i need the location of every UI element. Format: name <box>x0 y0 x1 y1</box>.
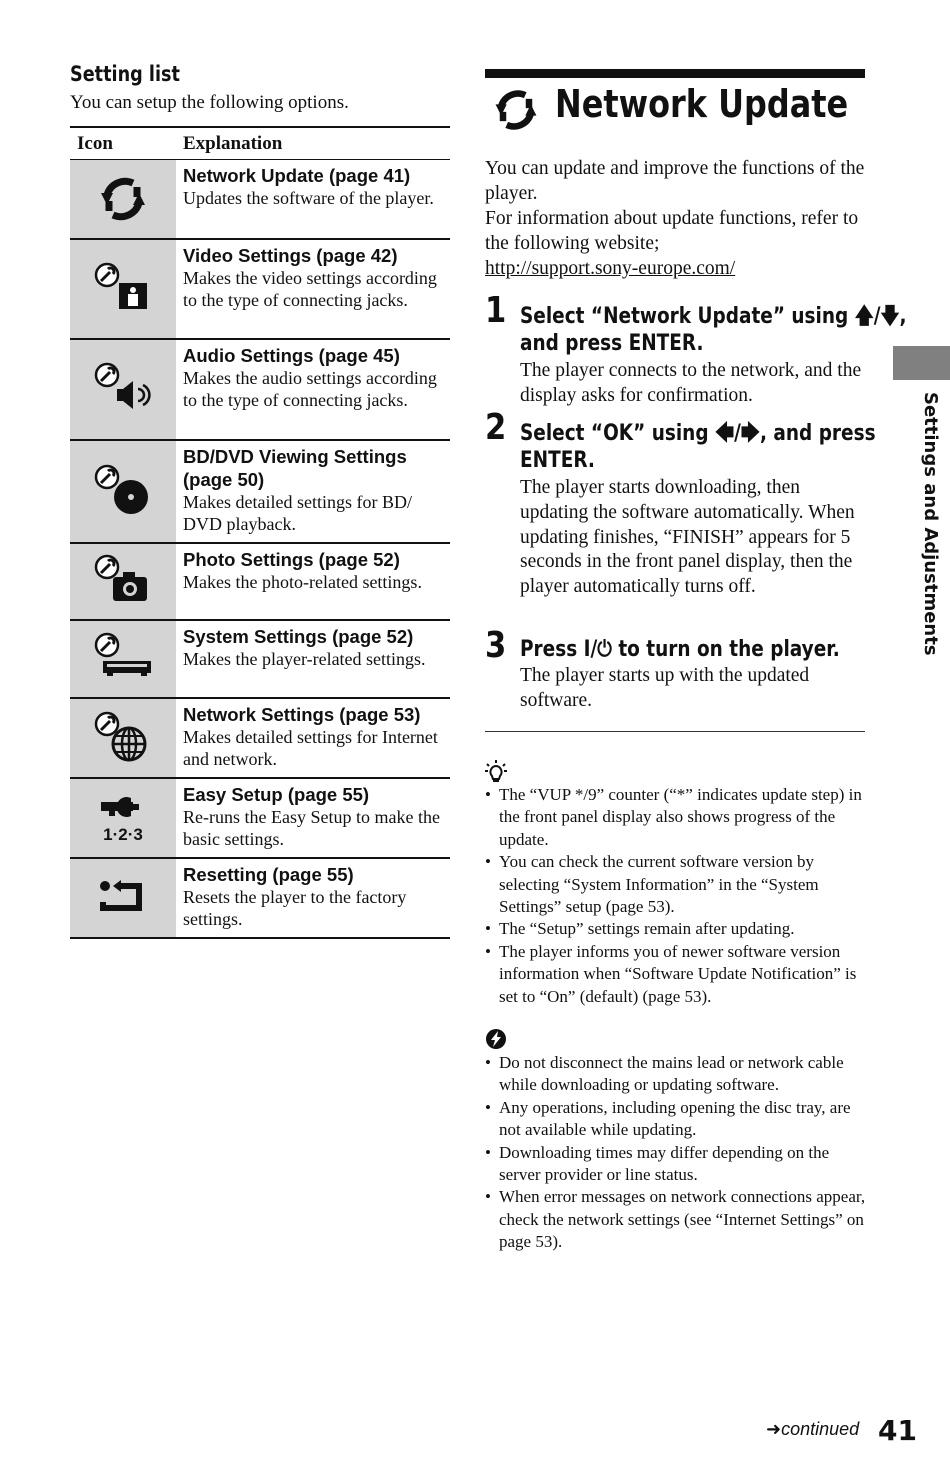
network-settings-icon <box>70 698 176 778</box>
step-heading-text: Select “Network Update” using <box>520 304 855 329</box>
hint-list <box>485 784 870 1008</box>
network-update-icon <box>70 160 176 239</box>
easy-setup-icon-text: 1·2·3 <box>103 824 143 844</box>
step-heading-text: / <box>873 304 881 329</box>
table-row <box>70 339 450 440</box>
step-heading-text: , <box>899 304 907 329</box>
setting-title: Easy Setup (page 55) <box>183 783 370 805</box>
setting-title: Resetting (page 55) <box>183 863 354 885</box>
step-heading-text: to turn on the player. <box>611 637 840 662</box>
setting-title: BD/DVD Viewing Settings (page 50) <box>183 445 407 490</box>
section-divider <box>485 731 865 732</box>
step-heading <box>520 420 876 474</box>
step-heading-text: and press ENTER. <box>520 331 704 356</box>
list-item: • Downloading times may differ depending on the server provider or line status. <box>485 1142 870 1187</box>
table-row <box>70 160 450 239</box>
table-row <box>70 440 450 543</box>
column-header-explanation: Explanation <box>176 127 450 160</box>
audio-settings-icon <box>70 339 176 440</box>
setting-description: Makes the photo-related settings. <box>183 571 422 592</box>
step-body: The player connects to the network, and the display asks for confirmation. <box>520 360 862 406</box>
step-body: The player starts up with the updated software. <box>520 665 810 711</box>
step-number: 3 <box>485 625 507 666</box>
page-number: 41 <box>878 1414 917 1447</box>
caution-list <box>485 1052 870 1254</box>
settings-table <box>70 126 450 939</box>
resetting-icon <box>70 858 176 938</box>
step-body: The player starts downloading, then updating the software automatically. When updating finishes, “FINISH” appears for 5 seconds in the front panel display, then the player automatically turns off. <box>520 477 855 598</box>
side-tab-label: Settings and Adjustments <box>920 392 941 656</box>
setting-title: System Settings (page 52) <box>183 625 414 647</box>
right-arrow-icon: 🡆 <box>740 421 760 446</box>
setting-title: Photo Settings (page 52) <box>183 548 400 570</box>
step-heading <box>520 303 907 357</box>
up-arrow-icon: 🡅 <box>854 304 874 329</box>
support-link[interactable]: http://support.sony-europe.com/ <box>485 258 736 279</box>
down-arrow-icon: 🡇 <box>880 304 900 329</box>
list-item: • When error messages on network connections appear, check the network settings (see “Internet Settings” on page 53). <box>485 1186 870 1253</box>
table-row <box>70 239 450 339</box>
list-item: • Any operations, including opening the disc tray, are not available while updating. <box>485 1097 870 1142</box>
list-item: • The player informs you of newer software version information when “Software Update Notification” is set to “On” (default) (page 53). <box>485 941 870 1008</box>
setting-description: Makes detailed settings for Internet and network. <box>183 726 438 769</box>
setting-description: Resets the player to the factory settings. <box>183 886 407 929</box>
intro-paragraph: For information about update functions, refer to the following website; <box>485 208 859 254</box>
list-item: • The “Setup” settings remain after updating. <box>485 918 870 940</box>
photo-settings-icon <box>70 543 176 620</box>
table-header-row <box>70 127 450 160</box>
step-heading-text: / <box>734 421 741 446</box>
step-heading-text: Select “OK” using <box>520 421 715 446</box>
continued-label <box>766 1419 859 1440</box>
table-row <box>70 778 450 858</box>
side-tab-marker <box>893 346 950 380</box>
left-arrow-icon: 🡄 <box>714 421 735 446</box>
table-row <box>70 620 450 698</box>
setting-title: Audio Settings (page 45) <box>183 344 400 366</box>
setting-description: Makes detailed settings for BD/ DVD playback. <box>183 491 412 534</box>
setting-description: Re-runs the Easy Setup to make the basic settings. <box>183 806 440 849</box>
continued-arrow-icon: ➜ <box>766 1419 782 1439</box>
column-header-icon: Icon <box>70 127 176 160</box>
step-heading-text: , and press <box>759 421 876 446</box>
bd-dvd-settings-icon <box>70 440 176 543</box>
caution-icon <box>485 1028 507 1055</box>
setting-description: Makes the player-related settings. <box>183 648 426 669</box>
setting-description: Makes the audio settings according to the type of connecting jacks. <box>183 367 437 410</box>
list-item: • The “VUP */9” counter (“*” indicates update step) in the front panel display also shows progress of the update. <box>485 784 870 851</box>
step-heading-text: Press <box>520 637 584 662</box>
setting-list-title: Setting list <box>70 62 180 86</box>
setting-title: Network Settings (page 53) <box>183 703 421 725</box>
setting-title: Network Update (page 41) <box>183 165 411 186</box>
step-number: 2 <box>485 407 507 448</box>
step-heading-text: I/ <box>583 637 598 662</box>
step-heading <box>520 636 840 663</box>
power-icon: ⏻ <box>597 637 612 662</box>
network-update-icon <box>487 84 545 141</box>
system-settings-icon <box>70 620 176 698</box>
intro-paragraph: You can update and improve the functions of the player. <box>485 158 865 204</box>
table-row <box>70 698 450 778</box>
list-item: • You can check the current software version by selecting “System Information” in the “System Settings” setup (page 53). <box>485 851 870 918</box>
video-settings-icon <box>70 239 176 339</box>
easy-setup-icon <box>70 778 176 858</box>
table-row <box>70 858 450 938</box>
table-row <box>70 543 450 620</box>
step-number: 1 <box>485 290 507 331</box>
list-item: • Do not disconnect the mains lead or network cable while downloading or updating software. <box>485 1052 870 1097</box>
setting-description: Makes the video settings according to the type of connecting jacks. <box>183 267 437 310</box>
setting-title: Video Settings (page 42) <box>183 244 398 266</box>
section-header-rule <box>485 69 865 78</box>
setting-list-intro: You can setup the following options. <box>70 92 349 113</box>
step-heading-text: ENTER. <box>520 448 595 473</box>
continued-text: continued <box>781 1419 860 1439</box>
setting-description: Updates the software of the player. <box>183 188 434 208</box>
page-title: Network Update <box>555 82 849 126</box>
